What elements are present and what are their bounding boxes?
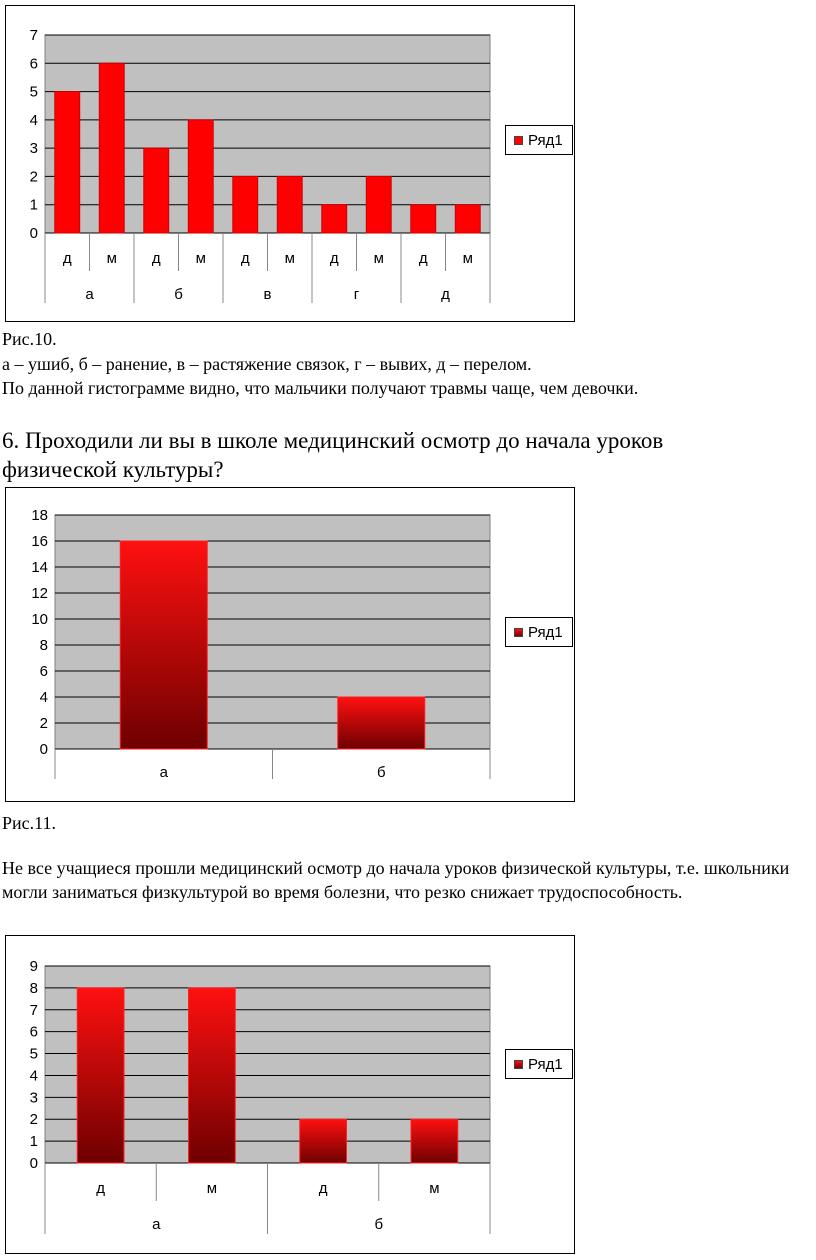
y-tick-label: 7 [29,1001,38,1019]
y-tick-label: 4 [39,689,48,706]
bar [300,1119,347,1163]
bar [366,176,391,233]
x-tick-label: м [284,250,295,267]
y-tick-label: 12 [31,585,48,602]
y-tick-label: 4 [29,111,38,129]
chart-2 [6,488,576,803]
fig11-conclusion: Не все учащиеся прошли медицинский осмотр до начала уроков физической культуры, т.е. школьники могли заниматься физкультурой во время болезни, что резко снижает трудоспособность. [2,858,790,902]
y-tick-label: 5 [29,83,38,101]
fig10-legend-line: а – ушиб, б – ранение, в – растяжение связок, г – вывих, д – перелом. [2,354,532,374]
group-label: а [85,286,94,303]
bar [99,63,124,233]
chart-3-legend [505,1049,573,1079]
group-label: б [174,286,183,303]
group-label: б [374,1216,384,1233]
chart-1-frame [5,5,575,322]
fig10-caption: Рис.10. [2,329,57,349]
group-label: в [263,286,272,303]
x-tick-label: м [195,250,206,267]
bar [455,205,480,233]
y-tick-label: 8 [29,979,38,997]
y-tick-label: 6 [39,663,48,680]
chart-3-frame [5,935,575,1254]
fig10-conclusion: По данной гистограмме видно, что мальчики получают травмы чаще, чем девочки. [2,378,639,398]
x-tick-label: м [462,250,473,267]
bar [411,205,436,233]
y-tick-label: 9 [29,958,38,975]
bar [77,988,124,1163]
x-tick-label: д [62,250,72,267]
y-tick-label: 16 [31,533,48,550]
bar [144,148,169,233]
bar [120,541,207,749]
chart-2-frame [5,487,575,802]
y-tick-label: 6 [29,1023,38,1041]
x-tick-label: м [373,250,384,267]
x-tick-label: д [418,250,428,267]
legend-label: Ряд1 [528,1055,563,1073]
y-tick-label: 18 [31,507,48,524]
x-tick-label: д [240,250,250,267]
x-tick-label: м [429,1180,440,1197]
x-tick-label: б [376,764,386,781]
legend-label: Ряд1 [528,623,563,641]
y-tick-label: 6 [29,55,38,73]
y-tick-label: 2 [29,1111,38,1129]
bar [277,176,302,233]
y-tick-label: 3 [29,1089,38,1107]
x-tick-label: д [151,250,161,267]
bar [411,1119,458,1163]
bar [189,988,236,1163]
x-tick-label: а [159,764,168,781]
x-tick-label: м [106,250,117,267]
y-tick-label: 10 [31,611,48,628]
legend-swatch [514,1060,523,1069]
y-tick-label: 3 [29,140,38,158]
x-tick-label: д [318,1180,328,1197]
bar [338,697,425,749]
y-tick-label: 5 [29,1045,38,1063]
y-tick-label: 1 [29,196,38,214]
y-tick-label: 0 [29,225,38,242]
bar [322,205,347,233]
y-tick-label: 0 [29,1155,38,1172]
x-tick-label: м [206,1180,218,1197]
fig11-caption: Рис.11. [2,813,56,833]
chart-1-legend [505,125,573,155]
bar [188,120,213,233]
chart-2-legend [505,617,573,647]
group-label: д [441,286,450,303]
chart-3 [6,936,576,1255]
x-tick-label: д [329,250,339,267]
legend-label: Ряд1 [528,131,563,149]
y-tick-label: 4 [29,1067,38,1085]
x-tick-label: д [96,1180,106,1197]
chart-1 [6,6,576,323]
bar [233,176,258,233]
group-label: г [353,286,360,303]
question-6-heading: 6. Проходили ли вы в школе медицинский осмотр до начала уроков физической культуры? [2,428,664,482]
y-tick-label: 8 [39,637,48,654]
y-tick-label: 1 [29,1133,38,1151]
y-tick-label: 2 [29,168,38,186]
legend-swatch [514,628,523,637]
y-tick-label: 14 [31,559,48,576]
y-tick-label: 0 [39,741,48,758]
group-label: а [152,1216,161,1233]
y-tick-label: 2 [39,715,48,732]
bar [55,92,80,233]
y-tick-label: 7 [29,27,38,44]
legend-swatch [514,136,523,145]
